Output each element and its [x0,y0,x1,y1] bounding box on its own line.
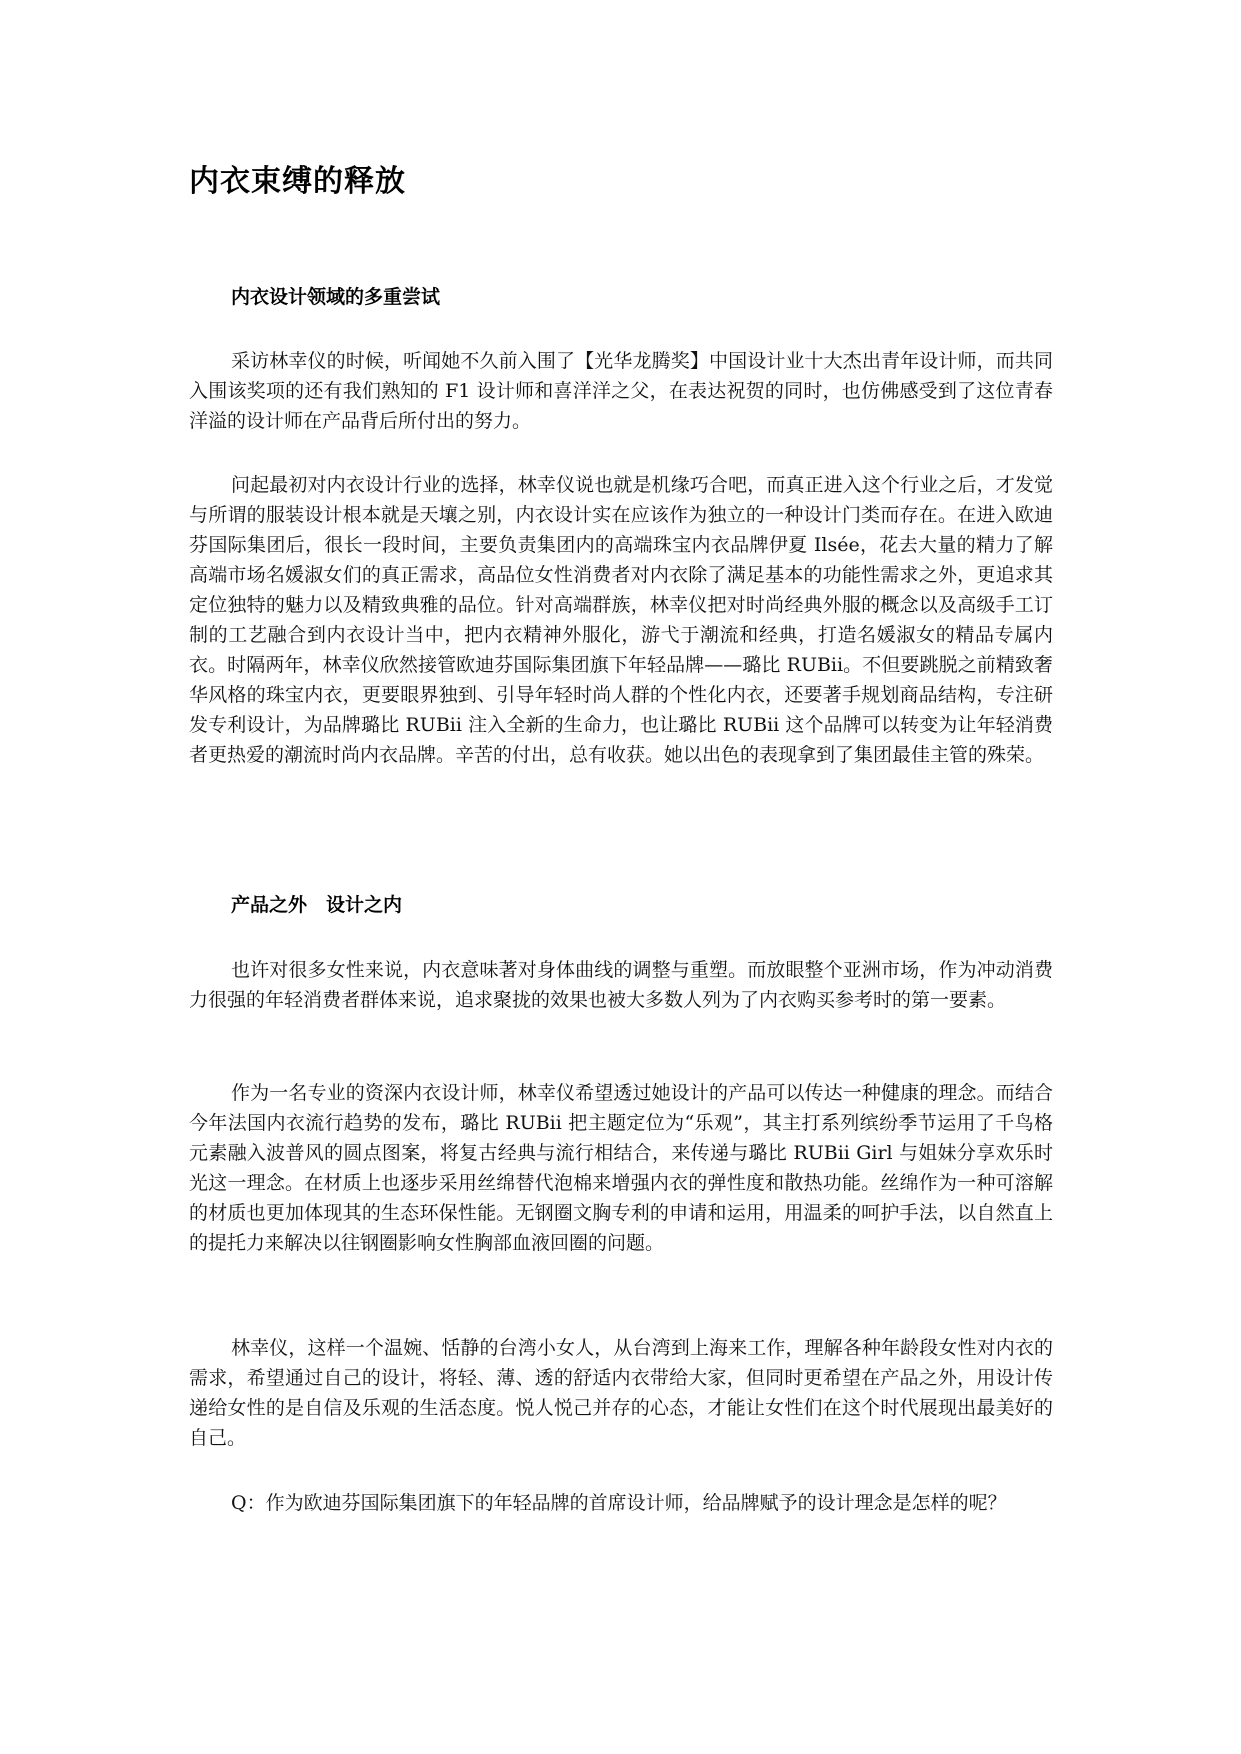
section-heading-beyond-product: 产品之外 设计之内 [231,894,403,916]
paragraph-question: Q：作为欧迪芬国际集团旗下的年轻品牌的首席设计师，给品牌赋予的设计理念是怎样的呢？ [231,1492,1007,1514]
paragraph-career-background: 问起最初对内衣设计行业的选择，林幸仪说也就是机缘巧合吧，而真正进入这个行业之后，才发觉与所谓的服装设计根本就是天壤之别，内衣设计实在应该作为独立的一种设计门类而存在。在进入欧迪芬国际集团后，很长一段时间，主要负责集团内的高端珠宝内衣品牌伊夏 Ilsée，花去大量的精力了解高端市场名媛淑女们的真正需求，高品位女性消费者对内衣除了满足基本的功能性需求之外，更追求其定位独特的魅力以及精致典雅的品位。针对高端群族，林幸仪把对时尚经典外服的概念以及高级手工订制的工艺融合到内衣设计当中，把内衣精神外服化，游弋于潮流和经典，打造名媛淑女的精品专属内衣。时隔两年，林幸仪欣然接管欧迪芬国际集团旗下年轻品牌——璐比 RUBii。不但要跳脱之前精致奢华风格的珠宝内衣，更要眼界独到、引导年轻时尚人群的个性化内衣，还要著手规划商品结构，专注研发专利设计，为品牌璐比 RUBii 注入全新的生命力，也让璐比 RUBii 这个品牌可以转变为让年轻消费者更热爱的潮流时尚内衣品牌。辛苦的付出，总有收获。她以出色的表现拿到了集团最佳主管的殊荣。 [189,474,1053,766]
document-title: 内衣束缚的释放 [189,164,406,199]
paragraph-interview-intro: 采访林幸仪的时候，听闻她不久前入围了【光华龙腾奖】中国设计业十大杰出青年设计师，而共同入围该奖项的还有我们熟知的 F1 设计师和喜洋洋之父，在表达祝贺的同时，也仿佛感受到了这位青春洋溢的设计师在产品背后所付出的努力。 [189,350,1053,432]
paragraph-consumer-needs: 也许对很多女性来说，内衣意味著对身体曲线的调整与重塑。而放眼整个亚洲市场，作为冲动消费力很强的年轻消费者群体来说，追求聚拢的效果也被大多数人列为了内衣购买参考时的第一要素。 [189,959,1053,1011]
paragraph-design-concept: 作为一名专业的资深内衣设计师，林幸仪希望透过她设计的产品可以传达一种健康的理念。而结合今年法国内衣流行趋势的发布，璐比 RUBii 把主题定位为“乐观”，其主打系列缤纷季节运用了千鸟格元素融入波普风的圆点图案，将复古经典与流行相结合，来传递与璐比 RUBii Girl 与姐妹分享欢乐时光这一理念。在材质上也逐步采用丝绵替代泡棉来增强内衣的弹性度和散热功能。丝绵作为一种可溶解的材质也更加体现其的生态环保性能。无钢圈文胸专利的申请和运用，用温柔的呵护手法，以自然直上的提托力来解决以往钢圈影响女性胸部血液回圈的问题。 [189,1082,1053,1254]
paragraph-designer-profile: 林幸仪，这样一个温婉、恬静的台湾小女人，从台湾到上海来工作，理解各种年龄段女性对内衣的需求，希望通过自己的设计，将轻、薄、透的舒适内衣带给大家，但同时更希望在产品之外，用设计传递给女性的是自信及乐观的生活态度。悦人悦己并存的心态，才能让女性们在这个时代展现出最美好的自己。 [189,1337,1053,1449]
section-heading-design-attempts: 内衣设计领域的多重尝试 [231,286,441,308]
